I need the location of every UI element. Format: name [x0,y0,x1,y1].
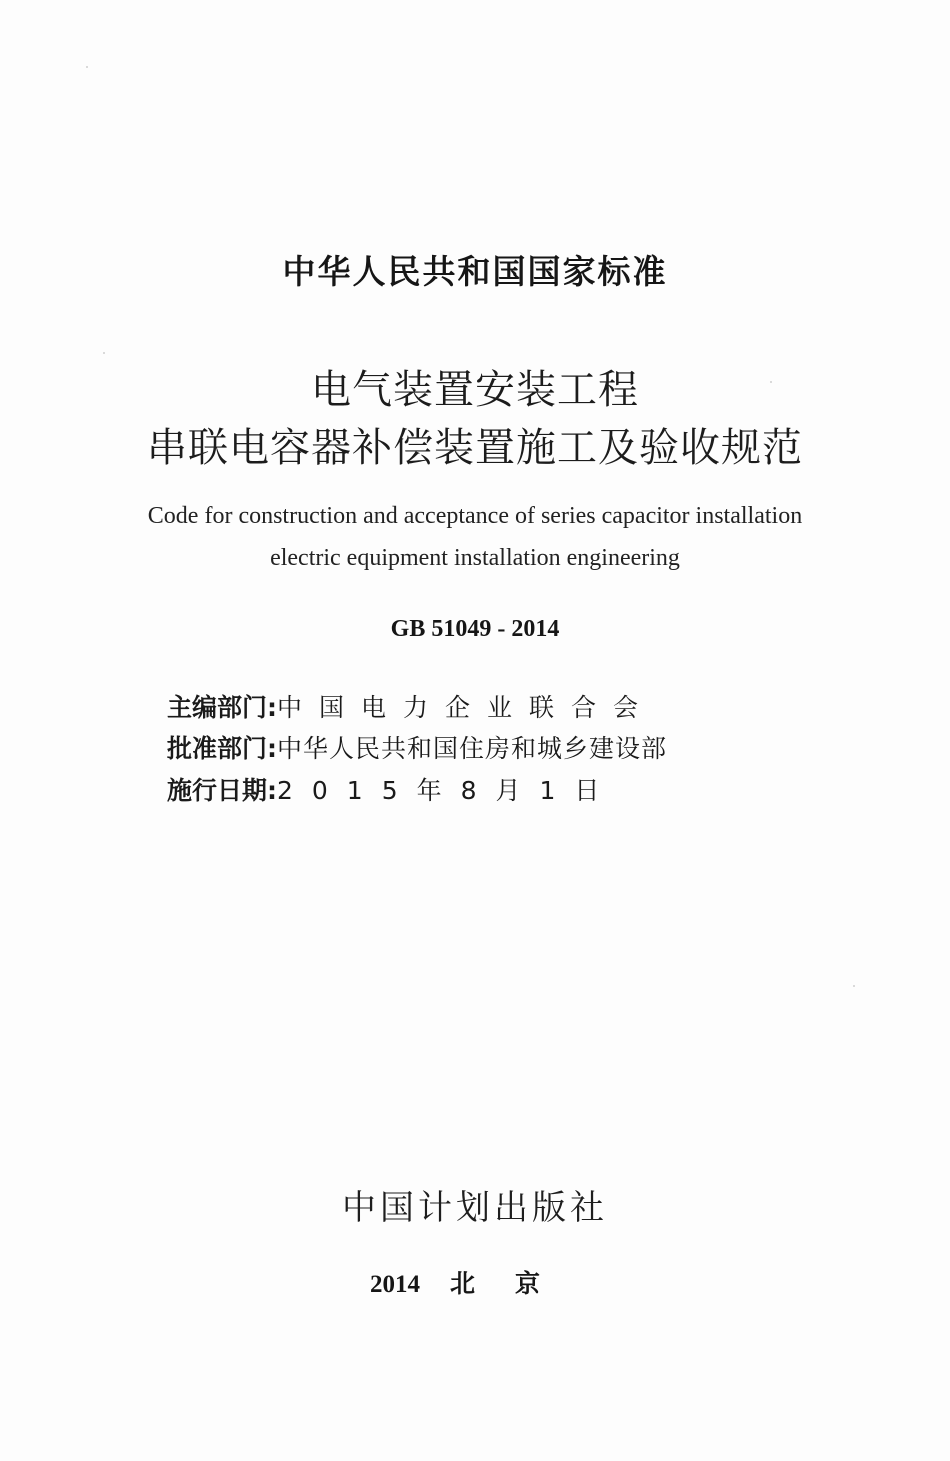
effective-date-value: 2015年8月1日 [277,776,619,805]
scan-speck [770,381,772,383]
publication-year: 2014 [369,1271,420,1298]
publication-city: 北京 [449,1269,580,1298]
chief-editor-row [167,688,727,724]
english-title-line-1: Code for construction and acceptance of series capacitor installation [147,503,803,529]
effective-date-label: 施行日期: [167,776,277,805]
approval-row [167,729,727,765]
effective-date-row [167,771,727,807]
approval-label: 批准部门: [167,734,277,763]
scan-speck [853,985,855,987]
chief-editor-label: 主编部门: [167,693,277,722]
chinese-title-line-1: 电气装置安装工程 [311,367,639,413]
publisher-name: 中国计划出版社 [342,1188,608,1228]
chief-editor-value: 中国电力企业联合会 [277,693,656,722]
publication-place [0,1264,950,1300]
standard-series-heading: 中华人民共和国国家标准 [282,252,668,291]
scan-speck [86,66,88,68]
approval-value: 中华人民共和国住房和城乡建设部 [277,734,668,763]
scan-speck [103,352,105,354]
english-title-line-2: electric equipment installation engineering [270,545,680,571]
standard-code: GB 51049 - 2014 [390,616,560,642]
chinese-title-line-2: 串联电容器补偿装置施工及验收规范 [147,425,803,471]
